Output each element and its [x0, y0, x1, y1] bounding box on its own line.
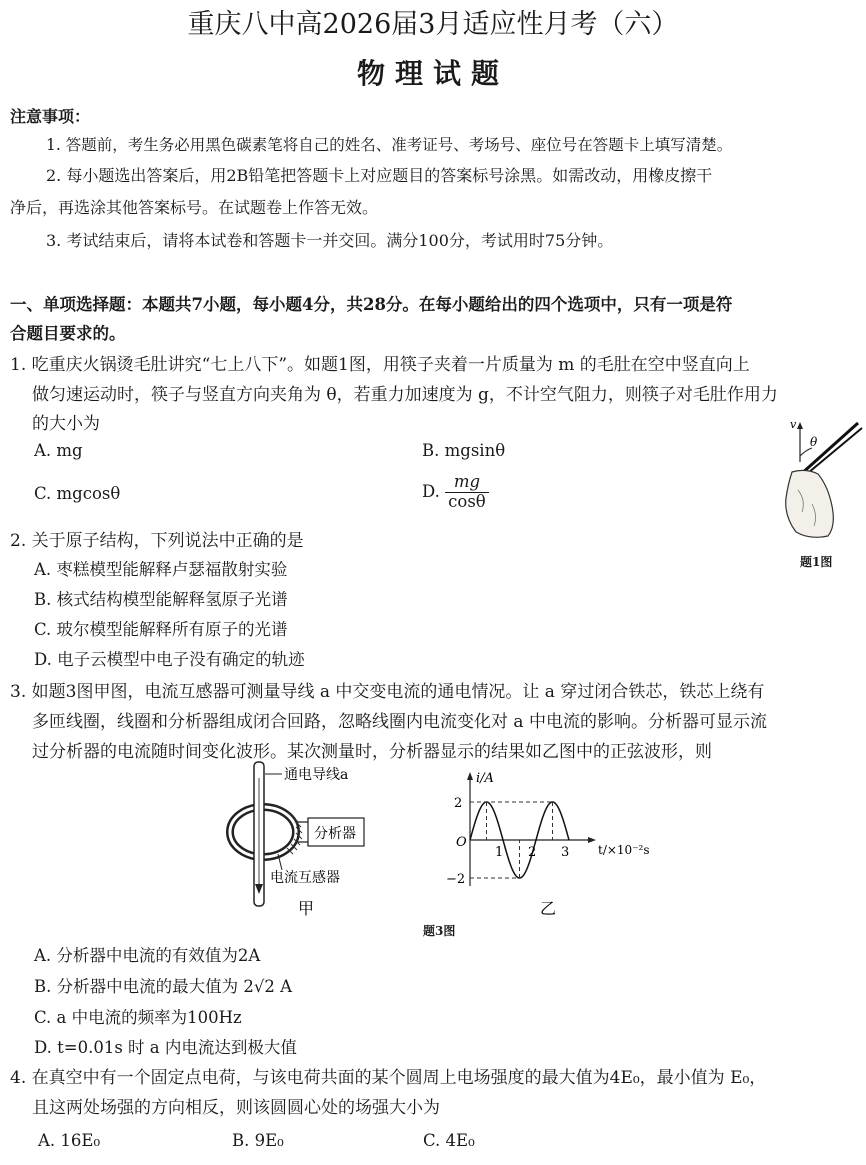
- notice-line-1: 1. 答题前，考生务必用黑色碳素笔将自己的姓名、准考证号、考场号、座位号在答题卡上填写清楚。: [46, 136, 733, 154]
- q3-option-a: A. 分析器中电流的有效值为2A: [34, 946, 261, 965]
- q3-option-d: D. t=0.01s 时 a 内电流达到极大值: [34, 1038, 297, 1057]
- q4-option-a: A. 16E₀: [38, 1131, 101, 1150]
- subject-title: 物理试题: [356, 57, 509, 90]
- section-1-heading: 一、单项选择题：本题共7小题，每小题4分，共28分。在每小题给出的四个选项中，只有一项是符: [10, 295, 733, 314]
- q1-figure-tripe: [786, 470, 834, 537]
- q2-option-b: B. 核式结构模型能解释氢原子光谱: [34, 590, 288, 609]
- q3-option-b-text: B. 分析器中电流的最大值为 2: [34, 977, 254, 996]
- q3-stem-line-1: 3. 如题3图甲图，电流互感器可测量导线 a 中交变电流的通电情况。让 a 穿过闭合铁芯，铁芯上绕有: [10, 682, 765, 702]
- q2-option-d: D. 电子云模型中电子没有确定的轨迹: [34, 650, 305, 669]
- q3-option-b-radical: √2: [253, 977, 275, 996]
- q1-option-d-fraction: [445, 473, 489, 512]
- q1-option-b: B. mgsinθ: [422, 441, 506, 460]
- q3-wire-label: 通电导线a: [284, 767, 349, 783]
- q1-stem-line-3: 的大小为: [32, 414, 100, 434]
- q3-stem-line-2: 多匝线圈，线圈和分析器组成闭合回路，忽略线圈内电流变化对 a 中电流的影响。分析器可显示流: [32, 712, 767, 732]
- q1-option-d-label: D.: [422, 481, 440, 501]
- q1-option-a: A. mg: [34, 441, 83, 460]
- chart-x-axis-arrow: [588, 837, 596, 843]
- chart-origin-label: O: [456, 835, 467, 850]
- notice-line-3: 3. 考试结束后，请将本试卷和答题卡一并交回。满分100分，考试用时75分钟。: [46, 231, 614, 250]
- chart-x-tick-label: 3: [561, 845, 570, 860]
- chart-ylabel: i/A: [476, 771, 494, 786]
- q3-analyzer-label: 分析器: [314, 826, 356, 842]
- q4-option-c: C. 4E₀: [423, 1131, 475, 1150]
- q3-figure-jia: [210, 760, 400, 920]
- notice-heading: 注意事项：: [10, 107, 91, 126]
- chart-y-tick-label: −2: [446, 872, 466, 887]
- q3-jia-label: 甲: [298, 899, 315, 918]
- q1-figure: [770, 420, 866, 545]
- chart-y-axis-arrow: [467, 772, 473, 780]
- notice-line-2b: 净后，再选涂其他答案标号。在试题卷上作答无效。: [10, 198, 379, 217]
- q1-option-c: C. mgcosθ: [34, 484, 121, 503]
- q4-stem-line-2: 且这两处场强的方向相反，则该圆圆心处的场强大小为: [32, 1098, 440, 1118]
- q1-option-d-denominator: cosθ: [448, 491, 486, 511]
- q3-stem-line-3: 过分析器的电流随时间变化波形。某次测量时，分析器显示的结果如乙图中的正弦波形，则: [32, 742, 712, 762]
- q1-figure-angle-arc: [800, 448, 812, 456]
- q1-stem-line-1: 1. 吃重庆火锅烫毛肚讲究“七上八下”。如题1图，用筷子夹着一片质量为 m 的毛肚在空中竖直向上: [10, 355, 750, 375]
- chart-y-tick-label: 2: [454, 796, 463, 811]
- q3-option-b-unit: A: [274, 977, 293, 996]
- q1-figure-v-label: v: [790, 420, 797, 431]
- q4-option-b: B. 9E₀: [232, 1131, 284, 1150]
- chart-xlabel: t/×10⁻²s: [598, 843, 650, 857]
- chart-x-tick-label: 1: [495, 845, 504, 860]
- q1-stem-line-2: 做匀速运动时，筷子与竖直方向夹角为 θ，若重力加速度为 g，不计空气阻力，则筷子对毛肚作用力: [32, 385, 778, 405]
- notice-line-2a: 2. 每小题选出答案后，用2B铅笔把答题卡上对应题目的答案标号涂黑。如需改动，用橡皮擦干: [46, 166, 713, 185]
- section-1-heading-cont: 合题目要求的。: [10, 324, 126, 343]
- q1-figure-caption: 题1图: [800, 555, 833, 569]
- q3-option-b: [34, 973, 292, 997]
- q2-option-c: C. 玻尔模型能解释所有原子的光谱: [34, 620, 288, 639]
- q3-yi-label: 乙: [540, 899, 557, 918]
- q3-figure-yi-chart: [430, 768, 660, 918]
- q2-option-a: A. 枣糕模型能解释卢瑟福散射实验: [34, 560, 288, 579]
- paper-title: 重庆八中高2026届3月适应性月考（六）: [187, 9, 679, 40]
- q3-figure-caption: 题3图: [423, 924, 456, 938]
- q2-stem: 2. 关于原子结构，下列说法中正确的是: [10, 531, 304, 551]
- q1-option-d-numerator: mg: [445, 473, 489, 493]
- q1-option-d: [422, 473, 489, 512]
- q3-option-c: C. a 中电流的频率为100Hz: [34, 1008, 242, 1027]
- q1-figure-arrow-head: [797, 422, 803, 429]
- q3-transformer-label: 电流互感器: [270, 870, 340, 886]
- q4-stem-line-1: 4. 在真空中有一个固定点电荷，与该电荷共面的某个圆周上电场强度的最大值为4E₀，最小值为 E₀，: [10, 1068, 767, 1088]
- chart-x-tick-label: 2: [528, 845, 537, 860]
- q1-figure-theta-label: θ: [810, 435, 818, 449]
